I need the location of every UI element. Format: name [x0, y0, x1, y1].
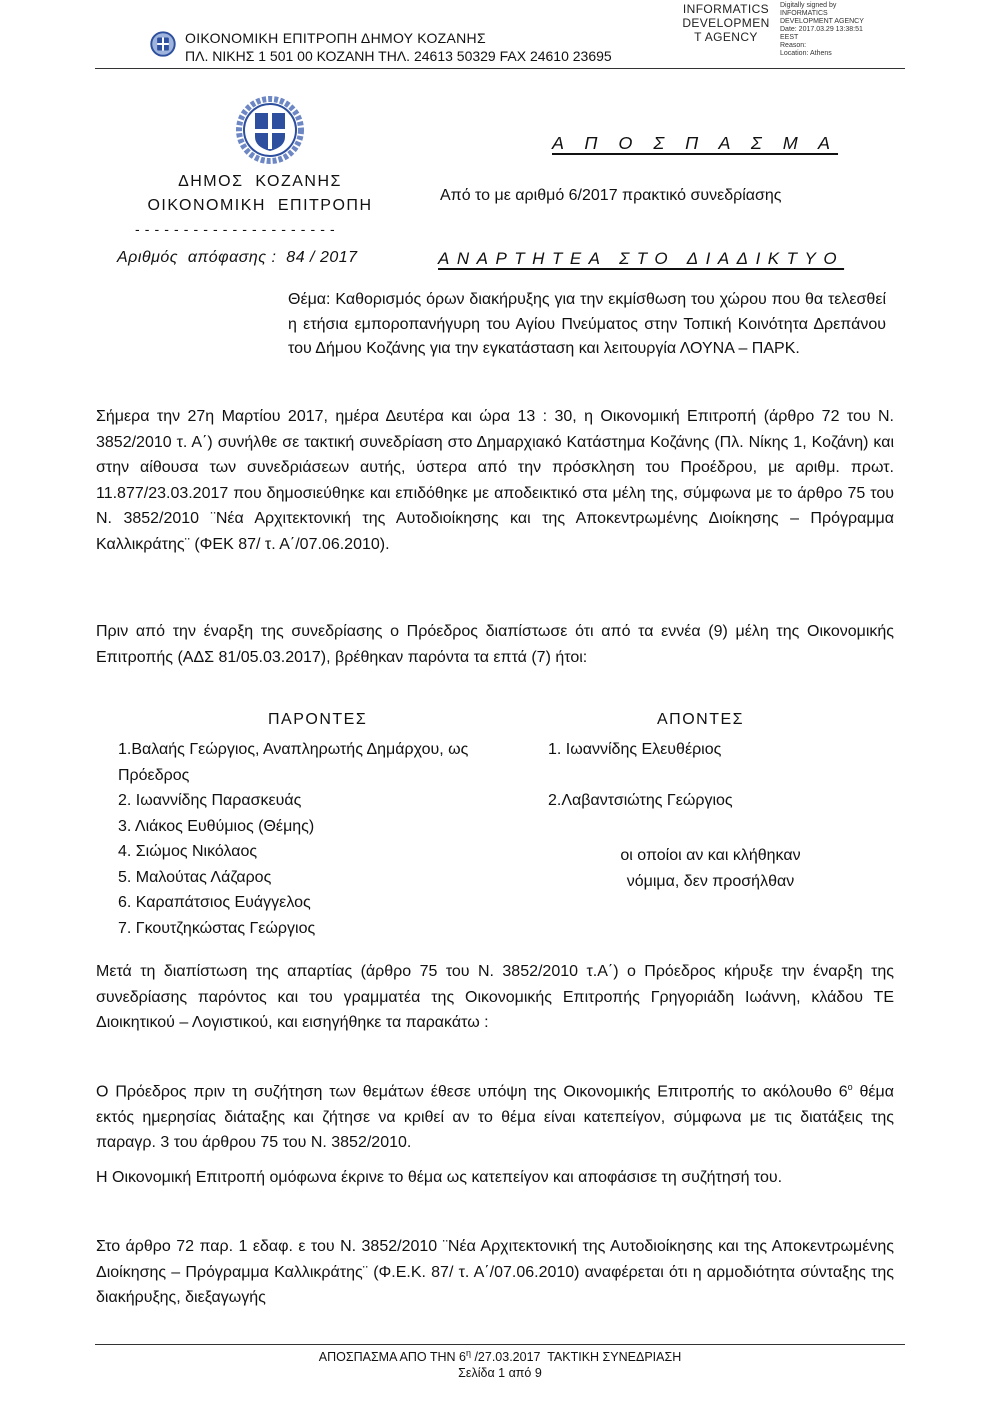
paragraph-text: θέμα εκτός ημερησίας διάταξης και ζήτησε να κριθεί αν το θέμα είναι κατεπείγον, σύμφωνα με τις διατάξεις της παραγρ. 3 του άρθρου 75 του Ν. 3852/2010. — [96, 1083, 894, 1152]
absent-note-line: νόμιμα, δεν προσήλθαν — [626, 872, 795, 890]
signature-detail-line: EEST — [780, 34, 799, 41]
absent-heading: ΑΠΟΝΤΕΣ — [657, 711, 745, 728]
list-item: 6. Καραπάτσιος Ευάγγελος — [118, 894, 311, 911]
list-item: 3. Λιάκος Ευθύμιος (Θέμης) — [118, 817, 315, 835]
digital-signature-organization — [676, 2, 776, 44]
header-organization: ΟΙΚΟΝΟΜΙΚΗ ΕΠΙΤΡΟΠΗ ΔΗΜΟΥ ΚΟΖΑΝΗΣ — [185, 30, 486, 46]
signature-detail-line: Date: 2017.03.29 13:38:51 — [780, 26, 863, 33]
ordinal-superscript: ο — [847, 1082, 853, 1092]
signature-detail-line: Digitally signed by — [780, 2, 837, 9]
list-item: 4. Σιώμος Νικόλαος — [118, 843, 258, 860]
committee-name: ΟΙΚΟΝΟΜΙΚΗ ΕΠΙΤΡΟΠΗ — [147, 197, 373, 214]
signature-org-line: INFORMATICS — [682, 2, 770, 16]
footer-title — [0, 1348, 1000, 1364]
signature-detail-line: DEVELOPMENT AGENCY — [780, 18, 864, 25]
header-address: ΠΛ. ΝΙΚΗΣ 1 501 00 ΚΟΖΑΝΗ ΤΗΛ. 24613 50329 FAX 24610 23695 — [185, 48, 612, 64]
signature-detail-line: Location: Athens — [780, 50, 832, 57]
issuer-block — [120, 170, 400, 218]
paragraph-quorum: Πριν από την έναρξη της συνεδρίασης ο Πρόεδρος διαπίστωσε ότι από τα εννέα (9) μέλη της Οικονομικής Επιτροπής (ΑΔΣ 81/05.03.2017), βρέθηκαν παρόντα τα επτά (7) ήτοι: — [96, 623, 894, 666]
footer-text: ΑΠΟΣΠΑΣΜΑ ΑΠΟ ΤΗΝ 6 — [318, 1350, 466, 1365]
present-heading: ΠΑΡΟΝΤΕΣ — [268, 711, 368, 728]
dashed-divider: - - - - - - - - - - - - - - - - - - - - - — [135, 221, 336, 237]
signature-org-line: DEVELOPMEN — [682, 16, 770, 30]
digital-signature-details — [780, 2, 864, 58]
paragraph-text: Ο Πρόεδρος πριν τη συζήτηση των θεμάτων έθεσε υπόψη της Οικονομικής Επιτροπής το ακόλουθο 6 — [96, 1083, 848, 1101]
page-number: Σελίδα 1 από 9 — [458, 1366, 542, 1380]
paragraph-legal-basis: Στο άρθρο 72 παρ. 1 εδαφ. ε του Ν. 3852/2010 ¨Νέα Αρχιτεκτονική της Αυτοδιοίκησης και της Αποκεντρωμένης Διοίκησης – Πρόγραμμα Καλλικράτης¨ (Φ.Ε.Κ. 87/ τ. Α΄/07.06.2010) αναφέρεται ότι η αρμοδιότητα σύνταξης της διακήρυξης, διεξαγωγής — [96, 1238, 894, 1306]
minutes-reference: Από το με αριθμό 6/2017 πρακτικό συνεδρίασης — [440, 187, 782, 204]
absent-note-line: οι οποίοι αν και κλήθηκαν — [620, 847, 801, 864]
absent-note — [598, 843, 823, 894]
list-item: 1. Ιωαννίδης Ελευθέριος — [548, 741, 722, 758]
greek-coat-of-arms-icon — [235, 95, 305, 165]
signature-detail-line: INFORMATICS — [780, 10, 828, 17]
subject: Θέμα: Καθορισμός όρων διακήρυξης για την εκμίσθωση του χώρου που θα τελεσθεί η ετήσια εμποροπανήγυρη του Αγίου Πνεύματος στην Τοπική Κοινότητα Δρεπάνου του Δήμου Κοζάνης για την εγκατάσταση και λειτουργία ΛΟΥΝΑ – ΠΑΡΚ. — [288, 291, 886, 357]
header-divider — [95, 68, 905, 69]
decision-number: Αριθμός απόφασης : 84 / 2017 — [117, 249, 358, 266]
list-item: 2. Ιωαννίδης Παρασκευάς — [118, 792, 302, 809]
paragraph-urgent-item — [96, 1075, 894, 1156]
signature-detail-line: Reason: — [780, 42, 807, 49]
paragraph-unanimous: Η Οικονομική Επιτροπή ομόφωνα έκρινε το θέμα ως κατεπείγον και αποφάσισε τη συζήτησή του. — [96, 1169, 783, 1186]
footer-text: /27.03.2017 ΤΑΚΤΙΚΗ ΣΥΝΕΔΡΙΑΣΗ — [470, 1350, 682, 1365]
municipality-name: ΔΗΜΟΣ ΚΟΖΑΝΗΣ — [178, 173, 342, 190]
document-title: Α Π Ο Σ Π Α Σ Μ Α — [552, 133, 839, 153]
list-item: 2.Λαβαντσιώτης Γεώργιος — [548, 792, 733, 809]
list-item: 7. Γκουτζηκώστας Γεώργιος — [118, 919, 316, 937]
publish-online-notice: ΑΝΑΡΤΗΤΕΑ ΣΤΟ ΔΙΑΔΙΚΤΥΟ — [438, 249, 845, 268]
footer-divider — [95, 1344, 905, 1345]
absent-members-list — [548, 737, 733, 814]
paragraph-session-info: Σήμερα την 27η Μαρτίου 2017, ημέρα Δευτέρα και ώρα 13 : 30, η Οικονομική Επιτροπή (άρθρο 72 του Ν. 3852/2010 τ. Α΄) συνήλθε σε τακτική συνεδρίαση στο Δημαρχιακό Κατάστημα Κοζάνης (Πλ. Νίκης 1, Κοζάνη) και στην αίθουσα των συνεδριάσεων αυτής, ύστερα από την πρόσκληση του Προέδρου, με αριθμ. πρωτ. 11.877/23.03.2017 που δημοσιεύθηκε και επιδόθηκε με αποδεικτικό στα μέλη της, σύμφωνα με το άρθρο 75 του Ν. 3852/2010 ¨Νέα Αρχιτεκτονική της Αυτοδιοίκησης και της Αποκεντρωμένης Διοίκησης – Πρόγραμμα Καλλικράτης¨ (ΦΕΚ 87/ τ. Α΄/07.06.2010). — [96, 408, 894, 553]
present-members-list — [118, 737, 538, 941]
greek-coat-of-arms-icon — [150, 31, 176, 57]
signature-org-line: T AGENCY — [694, 30, 758, 44]
list-item: 1.Βαλαής Γεώργιος, Αναπληρωτής Δημάρχου, ως — [118, 741, 469, 758]
paragraph-opening: Μετά τη διαπίστωση της απαρτίας (άρθρο 75 του Ν. 3852/2010 τ.Α΄) ο Πρόεδρος κήρυξε την έναρξη της συνεδρίασης παρόντος και του γραμματέα της Οικονομικής Επιτροπής Γρηγοριάδη Ιωάννη, κλάδου ΤΕ Διοικητικού – Λογιστικού, και εισηγήθηκε τα παρακάτω : — [96, 963, 894, 1031]
list-item: 5. Μαλούτας Λάζαρος — [118, 868, 272, 886]
ordinal-superscript: η — [465, 1348, 471, 1358]
list-item: Πρόεδρος — [118, 766, 190, 784]
